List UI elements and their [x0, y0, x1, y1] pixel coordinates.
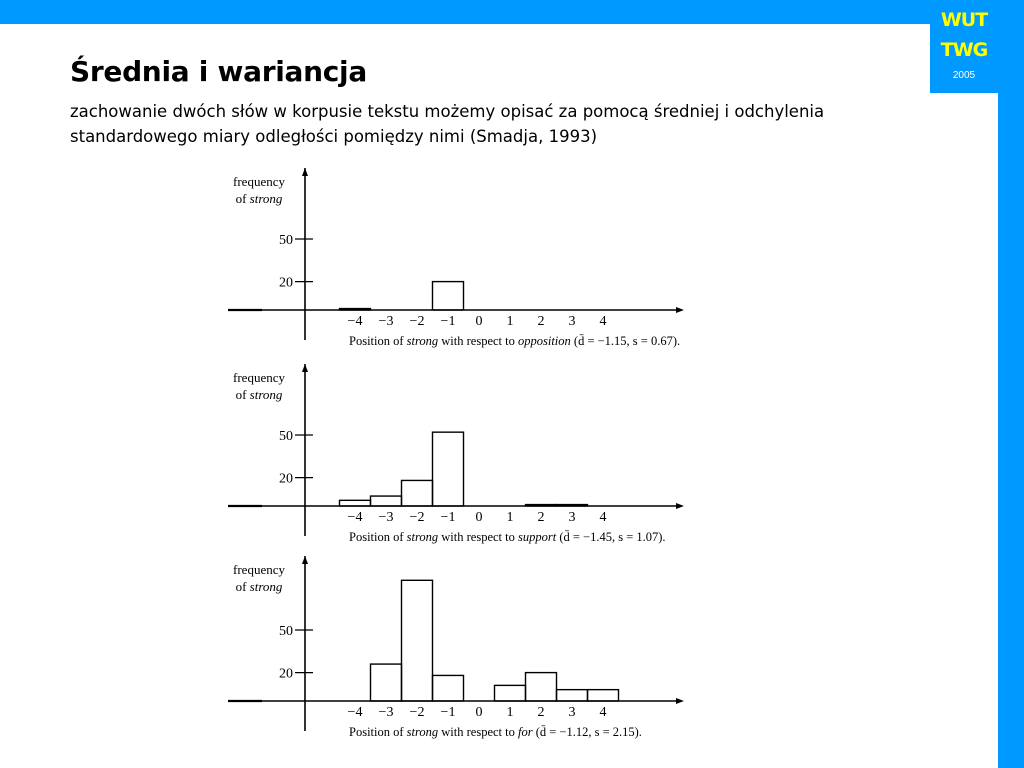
x-tick-label: −2 — [409, 314, 425, 329]
x-tick-label: 1 — [506, 510, 514, 525]
x-tick-label: 4 — [599, 314, 607, 329]
y-axis-label-line-1: frequency — [233, 562, 285, 577]
y-tick-label: 50 — [279, 233, 293, 248]
x-tick-label: −3 — [378, 510, 394, 525]
y-axis-label-line-2 — [236, 579, 283, 594]
caption-stats: (d̄ = −1.45, s = 1.07). — [556, 530, 666, 544]
x-tick-label: 0 — [475, 510, 483, 525]
x-tick-label: 1 — [506, 705, 514, 720]
histogram-bar — [402, 480, 433, 506]
y-axis-arrow — [302, 556, 308, 564]
x-tick-label: 2 — [537, 510, 545, 525]
caption-target: support — [518, 530, 557, 544]
x-tick-label: 4 — [599, 705, 607, 720]
caption-target: for — [518, 725, 533, 739]
y-tick-label: 20 — [279, 471, 293, 487]
histogram-bar — [433, 432, 464, 506]
caption-stats: (d̄ = −1.15, s = 0.67). — [570, 334, 681, 348]
x-tick-label: −1 — [440, 510, 456, 525]
y-axis-label-prefix: of — [235, 579, 250, 594]
histogram-bar — [340, 500, 371, 506]
x-tick-label: −2 — [409, 705, 425, 720]
caption-word: strong — [406, 725, 439, 739]
x-tick-label: 4 — [599, 510, 607, 525]
x-axis-arrow — [676, 698, 684, 704]
x-tick-label: −4 — [347, 510, 363, 525]
histogram-1 — [228, 168, 684, 348]
histogram-bar — [557, 690, 588, 701]
histogram-caption — [349, 530, 666, 544]
y-axis-label-line-1: frequency — [233, 370, 285, 385]
histogram-caption — [349, 725, 642, 739]
histogram-bar — [402, 580, 433, 701]
y-axis-arrow — [302, 364, 308, 372]
x-tick-label: 3 — [568, 510, 576, 525]
histogram-bar — [340, 309, 371, 310]
slide-subtitle: zachowanie dwóch słów w korpusie tekstu możemy opisać za pomocą średniej i odchylenia standardowego miary odległości pomiędzy nimi (Smadja, 1993) — [70, 102, 825, 146]
logo-year: 2005 — [952, 70, 976, 81]
caption-target: opposition — [518, 334, 571, 348]
logo-line-1: WUT — [940, 9, 988, 31]
y-tick-label: 20 — [279, 666, 293, 682]
histogram-bar — [526, 673, 557, 701]
histogram-bar — [371, 496, 402, 506]
histogram-3 — [228, 556, 684, 739]
x-tick-label: −4 — [347, 314, 363, 329]
x-tick-label: −1 — [440, 314, 456, 329]
x-axis-arrow — [676, 307, 684, 313]
caption-middle: with respect to — [438, 334, 518, 348]
caption-prefix: Position of — [349, 530, 407, 544]
x-tick-label: 3 — [568, 314, 576, 329]
x-tick-label: −3 — [378, 705, 394, 720]
x-tick-label: −2 — [409, 510, 425, 525]
y-axis-label-prefix: of — [235, 387, 250, 402]
histogram-bar — [557, 505, 588, 506]
y-tick-label: 50 — [279, 429, 293, 444]
histogram-bar — [495, 685, 526, 701]
histogram-caption — [349, 334, 680, 348]
x-tick-label: 1 — [506, 314, 514, 329]
histogram-2 — [228, 364, 684, 544]
y-axis-label-word: strong — [249, 579, 283, 594]
slide-title: Średnia i wariancja — [70, 55, 367, 88]
y-tick-label: 20 — [279, 275, 293, 291]
histogram-bar — [433, 675, 464, 701]
caption-middle: with respect to — [438, 725, 518, 739]
x-tick-label: 0 — [475, 705, 483, 720]
x-tick-label: 2 — [537, 705, 545, 720]
caption-word: strong — [406, 530, 439, 544]
histogram-bar — [433, 282, 464, 310]
x-tick-label: 0 — [475, 314, 483, 329]
histogram-bar — [588, 690, 619, 701]
x-tick-label: 3 — [568, 705, 576, 720]
caption-prefix: Position of — [349, 334, 407, 348]
y-tick-label: 50 — [279, 624, 293, 639]
y-axis-label-word: strong — [249, 387, 283, 402]
caption-word: strong — [406, 334, 439, 348]
x-tick-label: −3 — [378, 314, 394, 329]
y-axis-label-prefix: of — [235, 191, 250, 206]
y-axis-label-line-2 — [236, 387, 283, 402]
y-axis-arrow — [302, 168, 308, 176]
x-tick-label: −4 — [347, 705, 363, 720]
x-axis-arrow — [676, 503, 684, 509]
histogram-bar — [526, 505, 557, 506]
caption-stats: (d̄ = −1.12, s = 2.15). — [532, 725, 642, 739]
histogram-bar — [371, 664, 402, 701]
caption-middle: with respect to — [438, 530, 518, 544]
caption-prefix: Position of — [349, 725, 407, 739]
x-tick-label: 2 — [537, 314, 545, 329]
logo-line-2: TWG — [940, 39, 988, 61]
y-axis-label-line-2 — [236, 191, 283, 206]
x-tick-label: −1 — [440, 705, 456, 720]
y-axis-label-word: strong — [249, 191, 283, 206]
y-axis-label-line-1: frequency — [233, 174, 285, 189]
